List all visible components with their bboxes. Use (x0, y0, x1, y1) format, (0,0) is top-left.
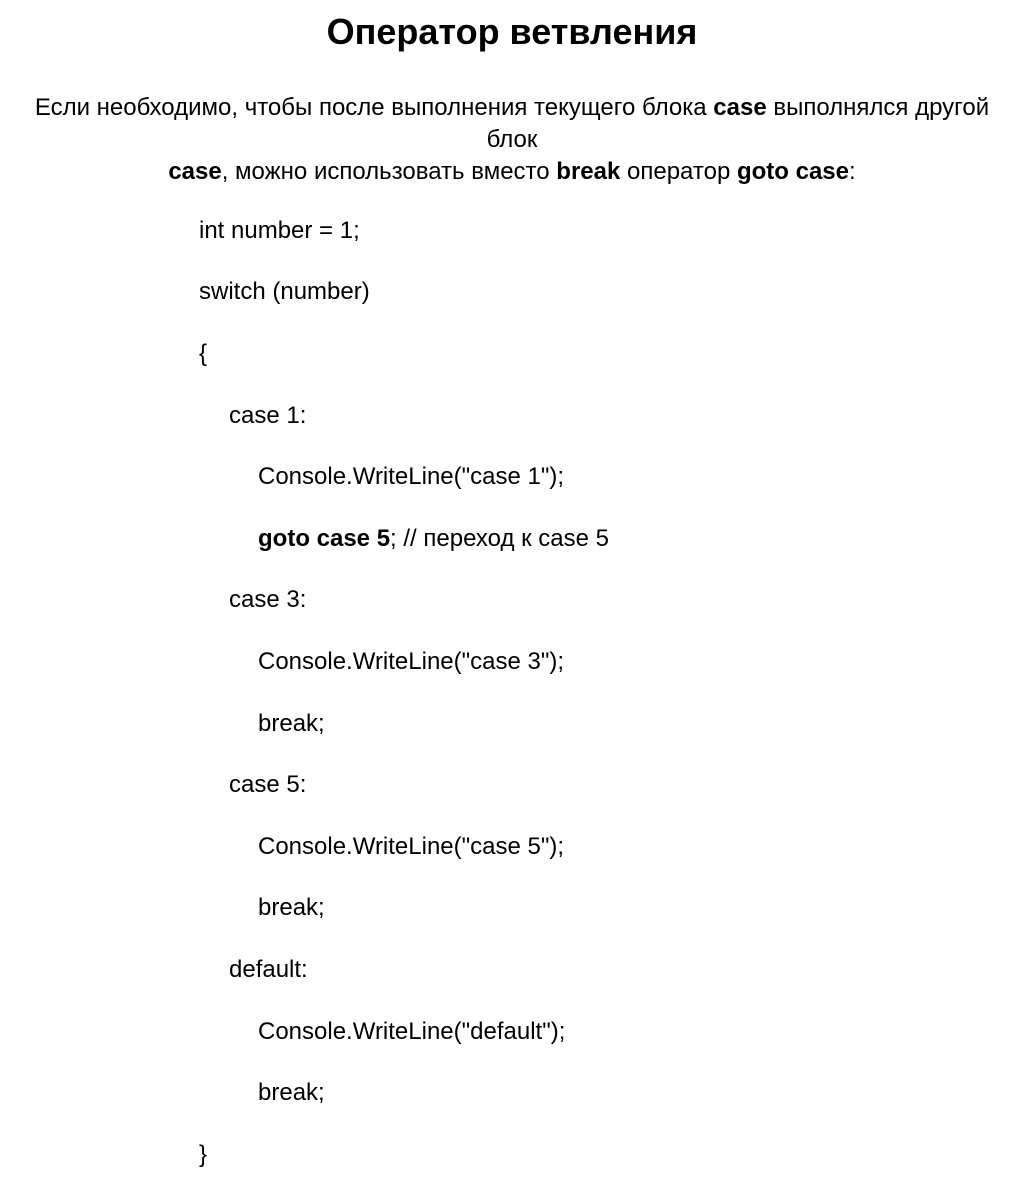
code-line: case 5: (229, 771, 307, 799)
code-comment: ; // переход к case 5 (390, 524, 609, 552)
paragraph-text: , можно использовать вместо (221, 158, 557, 185)
code-line: default: (229, 955, 308, 983)
code-line: switch (number) (199, 278, 370, 306)
code-line: case 1: (229, 401, 307, 429)
code-line: Console.WriteLine("case 5"); (258, 832, 565, 860)
code-line: case 3: (229, 586, 307, 614)
code-line: break; (258, 709, 325, 737)
keyword-case: case (168, 158, 222, 185)
intro-paragraph (30, 92, 994, 188)
keyword-case: case (713, 94, 767, 121)
keyword-goto-case: goto case (736, 158, 849, 185)
slide-title: Оператор ветвления (326, 11, 698, 52)
code-line: int number = 1; (199, 216, 360, 244)
code-line: Console.WriteLine("case 1"); (258, 463, 565, 491)
paragraph-text: выполнялся другой блок (486, 94, 990, 153)
code-line: Console.WriteLine("case 3"); (258, 647, 565, 675)
paragraph-text: : (849, 158, 856, 185)
keyword-break: break (556, 158, 621, 185)
code-example (199, 185, 609, 1201)
code-line: { (199, 339, 208, 367)
code-keyword-goto: goto case 5 (258, 524, 391, 552)
code-line (199, 524, 609, 555)
paragraph-text: Если необходимо, чтобы после выполнения текущего блока (34, 94, 714, 121)
paragraph-text: оператор (620, 158, 737, 185)
code-line: } (199, 1140, 208, 1168)
code-line: Console.WriteLine("default"); (258, 1017, 566, 1045)
code-line: break; (258, 894, 325, 922)
code-line: break; (258, 1079, 325, 1107)
